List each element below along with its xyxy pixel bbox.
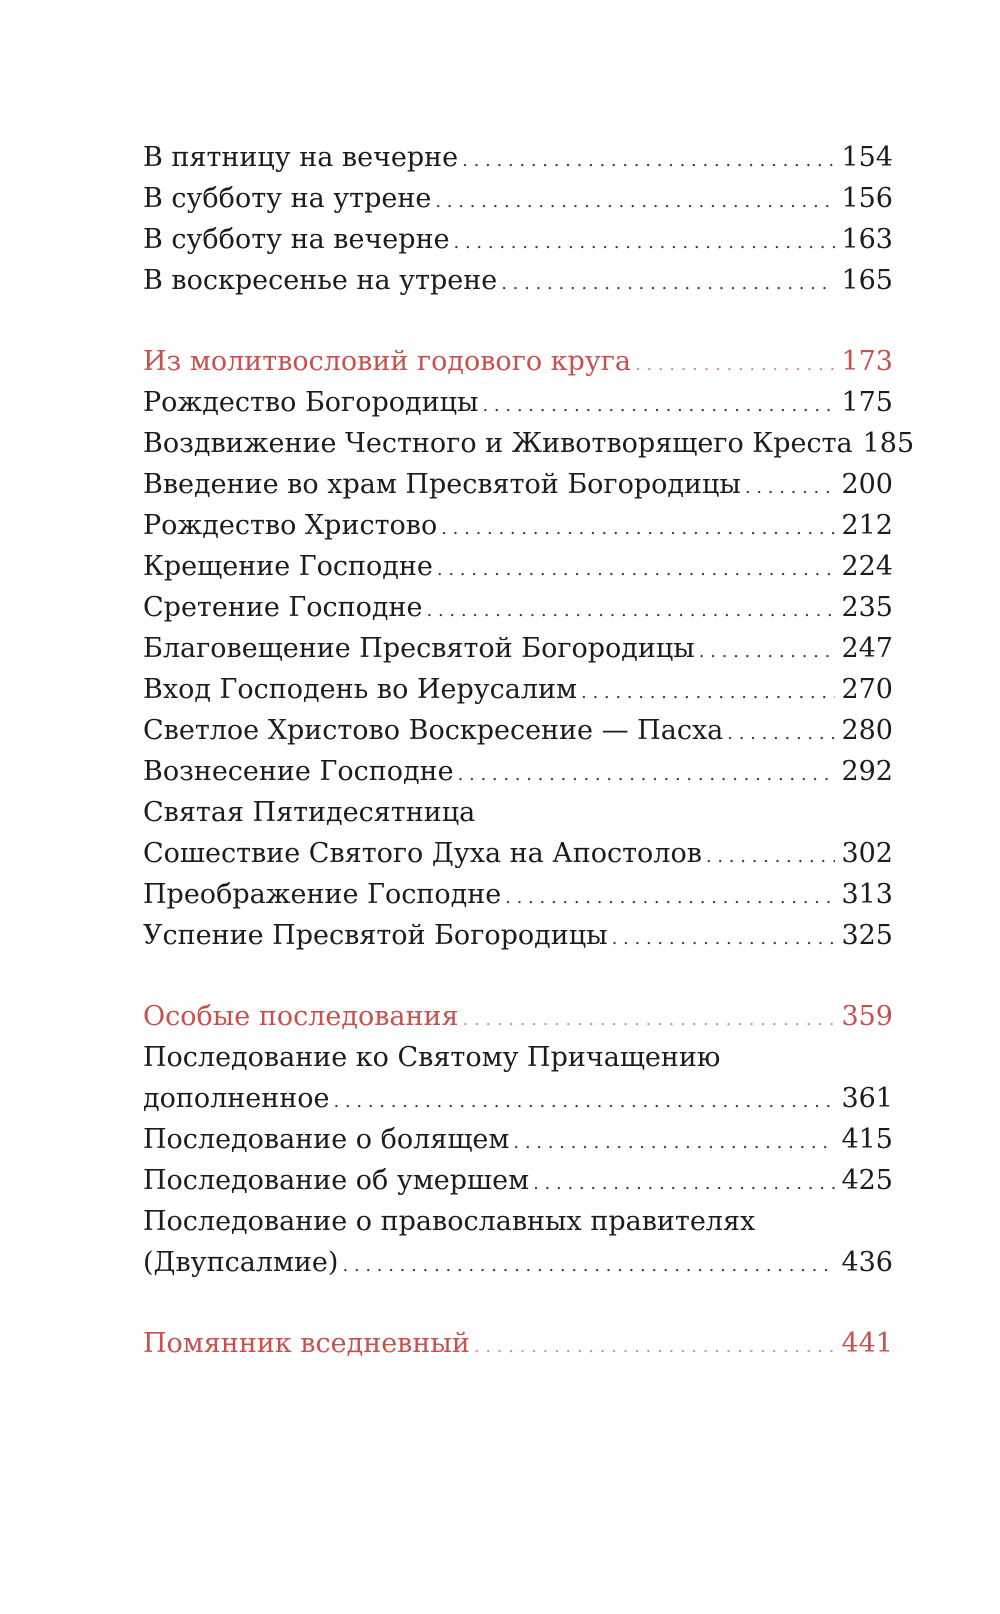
toc-entry-title: Рождество Богородицы xyxy=(143,387,479,418)
dot-leader xyxy=(513,1122,835,1163)
toc-entry-page: 361 xyxy=(841,1083,893,1114)
toc-entry[interactable] xyxy=(143,546,893,587)
toc-entry-page: 270 xyxy=(841,674,893,705)
toc-entry-title: В субботу на вечерне xyxy=(143,224,450,255)
toc-heading-page: 359 xyxy=(841,1001,893,1032)
toc-entry-page: 302 xyxy=(841,838,893,869)
toc-entry-title: Последование о православных правителях xyxy=(143,1206,756,1237)
toc-entry-page: 175 xyxy=(841,387,893,418)
toc-heading-title: Из молитвословий годового круга xyxy=(143,346,631,377)
toc-entry-title: Сошествие Святого Духа на Апостолов xyxy=(143,838,702,869)
toc-entry[interactable] xyxy=(143,1201,893,1242)
dot-leader xyxy=(333,1081,835,1122)
toc-entry-title: В субботу на утрене xyxy=(143,183,432,214)
dot-leader xyxy=(533,1163,835,1204)
toc-entry[interactable] xyxy=(143,260,893,301)
toc-entry-title: Вознесение Господне xyxy=(143,756,454,787)
toc-group-yearly-cycle xyxy=(143,341,915,956)
toc-entry-page: 156 xyxy=(841,183,893,214)
dot-leader xyxy=(727,713,835,754)
dot-leader xyxy=(501,263,835,304)
toc-heading-page: 173 xyxy=(841,346,893,377)
toc-entry[interactable] xyxy=(143,669,893,710)
dot-leader xyxy=(342,1245,835,1286)
toc-entry-title: Последование ко Святому Причащению xyxy=(143,1042,721,1073)
toc-entry-title: В воскресенье на утрене xyxy=(143,265,498,296)
toc-entry-page: 163 xyxy=(841,224,893,255)
dot-leader xyxy=(458,754,836,795)
toc-entry-page: 313 xyxy=(841,879,893,910)
toc-entry-page: 436 xyxy=(841,1247,893,1278)
toc-entry-page: 325 xyxy=(841,920,893,951)
toc-entry-page: 224 xyxy=(841,551,893,582)
toc-entry-title: Благовещение Пресвятой Богородицы xyxy=(143,633,695,664)
toc-entry[interactable] xyxy=(143,751,893,792)
toc-heading-title: Помянник вседневный xyxy=(143,1328,470,1359)
dot-leader xyxy=(435,181,835,222)
toc-entry-page: 200 xyxy=(841,469,893,500)
toc-group-weekly xyxy=(143,137,893,301)
dot-leader xyxy=(454,222,836,263)
toc-entry[interactable] xyxy=(143,710,893,751)
dot-leader xyxy=(463,999,836,1040)
toc-entry[interactable] xyxy=(143,178,893,219)
toc-entry-page: 235 xyxy=(841,592,893,623)
toc-entry[interactable] xyxy=(143,833,893,874)
dot-leader xyxy=(441,508,835,549)
toc-entry-page: 165 xyxy=(841,265,893,296)
toc-entry-page: 425 xyxy=(841,1165,893,1196)
toc-entry[interactable] xyxy=(143,219,893,260)
toc-entry[interactable] xyxy=(143,423,915,464)
dot-leader xyxy=(505,877,835,918)
toc-entry[interactable] xyxy=(143,874,893,915)
toc-entry-page: 280 xyxy=(841,715,893,746)
toc-entry[interactable] xyxy=(143,792,893,833)
toc-entry-title: В пятницу на вечерне xyxy=(143,142,459,173)
toc-entry-title: Вход Господень во Иерусалим xyxy=(143,674,578,705)
dot-leader xyxy=(612,918,836,959)
toc-entry-title: Сретение Господне xyxy=(143,592,423,623)
toc-entry-title: дополненное xyxy=(143,1083,330,1114)
dot-leader xyxy=(745,467,836,508)
toc-entry[interactable] xyxy=(143,464,893,505)
toc-entry[interactable] xyxy=(143,915,893,956)
toc-section-heading[interactable] xyxy=(143,341,893,382)
toc-heading-title: Особые последования xyxy=(143,1001,459,1032)
dot-leader xyxy=(635,344,835,385)
toc-entry[interactable] xyxy=(143,587,893,628)
toc-section-heading[interactable] xyxy=(143,1323,893,1364)
toc-entry-title: Последование о болящем xyxy=(143,1124,510,1155)
toc-entry-title: (Двупсалмие) xyxy=(143,1247,339,1278)
toc-entry[interactable] xyxy=(143,1037,893,1078)
table-of-contents xyxy=(143,137,915,1364)
toc-entry-title: Введение во храм Пресвятой Богородицы xyxy=(143,469,741,500)
toc-entry-title: Последование об умершем xyxy=(143,1165,530,1196)
toc-entry-page: 415 xyxy=(841,1124,893,1155)
toc-group-special-services xyxy=(143,996,893,1283)
toc-entry[interactable] xyxy=(143,137,893,178)
toc-entry[interactable] xyxy=(143,628,893,669)
toc-entry[interactable] xyxy=(143,382,893,423)
dot-leader xyxy=(482,385,835,426)
toc-entry[interactable] xyxy=(143,1119,893,1160)
toc-entry-title: Крещение Господне xyxy=(143,551,433,582)
toc-entry[interactable] xyxy=(143,1160,893,1201)
toc-entry-page: 247 xyxy=(841,633,893,664)
toc-entry-title: Рождество Христово xyxy=(143,510,438,541)
toc-entry-page: 212 xyxy=(841,510,893,541)
toc-entry-title: Успение Пресвятой Богородицы xyxy=(143,920,608,951)
toc-group-commemoration xyxy=(143,1323,893,1364)
toc-entry-page: 154 xyxy=(841,142,893,173)
toc-entry-page: 185 xyxy=(862,428,915,459)
toc-entry[interactable] xyxy=(143,505,893,546)
dot-leader xyxy=(437,549,836,590)
toc-entry[interactable] xyxy=(143,1078,893,1119)
toc-entry-title: Преображение Господне xyxy=(143,879,502,910)
dot-leader xyxy=(474,1326,836,1367)
toc-heading-page: 441 xyxy=(841,1328,893,1359)
dot-leader xyxy=(427,590,836,631)
toc-entry[interactable] xyxy=(143,1242,893,1283)
dot-leader xyxy=(706,836,836,877)
toc-entry-title: Воздвижение Честного и Животворящего Креста xyxy=(143,428,853,459)
dot-leader xyxy=(581,672,835,713)
toc-section-heading[interactable] xyxy=(143,996,893,1037)
dot-leader xyxy=(462,140,835,181)
toc-entry-title: Святая Пятидесятница xyxy=(143,797,476,828)
dot-leader xyxy=(699,631,836,672)
toc-entry-page: 292 xyxy=(841,756,893,787)
toc-entry-title: Светлое Христово Воскресение — Пасха xyxy=(143,715,724,746)
